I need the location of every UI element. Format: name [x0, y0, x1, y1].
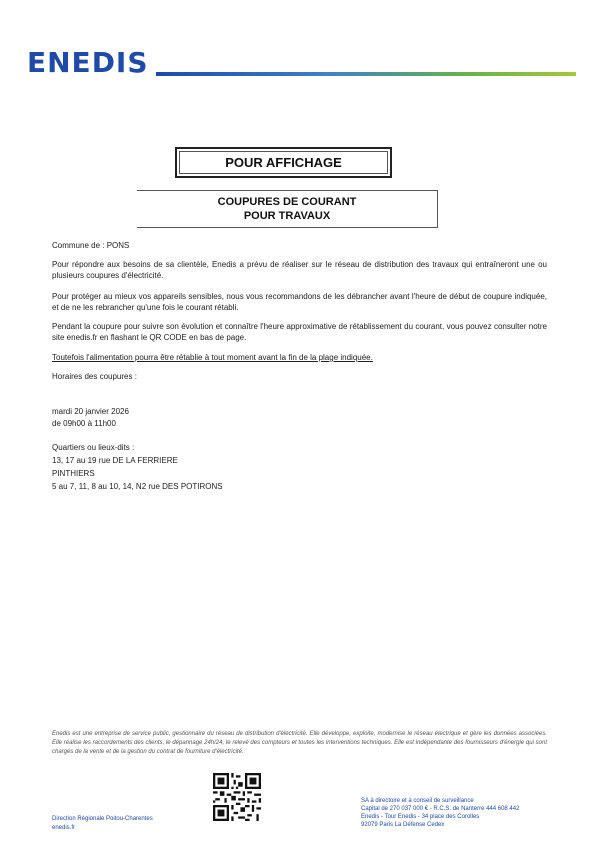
follow-paragraph: Pendant la coupure pour suivre son évolution et connaître l'heure approximative de rétablissement du courant, vous pouvez consulter notre site enedis.fr en flashant le QR CODE en bas de page. [52, 322, 547, 342]
subtitle-line-2: POUR TRAVAUX [243, 210, 331, 222]
commune-line: Commune de : PONS [52, 241, 130, 250]
footer-legal-line: 92079 Paris La Défense Cedex [361, 822, 445, 828]
coupures-subtitle-box [137, 190, 438, 228]
enedis-logo: ENEDIS [27, 46, 149, 79]
place-item: PINTHIERS [52, 469, 95, 478]
footer-website-link[interactable]: enedis.fr [52, 825, 76, 831]
place-item: 13, 17 au 19 rue DE LA FERRIERE [52, 456, 178, 465]
qr-code-icon [213, 773, 261, 821]
place-item: 5 au 7, 11, 8 au 10, 14, N2 rue DES POTIRONS [52, 482, 223, 491]
subtitle-line-1: COUPURES DE COURANT [217, 196, 357, 208]
footer-disclaimer: Enedis est une entreprise de service public, gestionnaire du réseau de distribution d'électricité. Elle développe, exploite, modernise le réseau électrique et gère les données associées. Elle réalise les raccordements des clients, le dépannage 24h/24, le relevé des compteurs et toutes les interventions techniques. Elle est indépendante des fournisseurs d'énergie qui sont chargés de la vente et de la gestion du contrat de fourniture d'électricité. [52, 731, 547, 755]
footer-legal-line: SA à directoire et à conseil de surveillance [361, 798, 474, 804]
footer-direction: Direction Régionale Poitou-Charentes [52, 816, 153, 822]
footer-legal-block [361, 797, 519, 829]
outage-date: mardi 20 janvier 2026 [52, 407, 129, 416]
advice-paragraph: Pour protéger au mieux vos appareils sensibles, nous vous recommandons de les débrancher avant l'heure de début de coupure indiquée, et de ne les rebrancher qu'une fois le courant rétabli. [52, 292, 547, 312]
hours-label: Horaires des coupures : [52, 372, 137, 381]
warning-line: Toutefois l'alimentation pourra être rétablie à tout moment avant la fin de la plage indiquée. [52, 353, 373, 362]
footer-left-block [52, 815, 153, 833]
header-gradient-line [156, 72, 576, 76]
outage-time: de 09h00 à 11h00 [52, 419, 116, 428]
footer-legal-line: Enedis - Tour Enedis - 34 place des Corolles [361, 814, 480, 820]
intro-paragraph: Pour répondre aux besoins de sa clientèle, Enedis a prévu de réaliser sur le réseau de distribution des travaux qui entraîneront une ou plusieurs coupures d'électricité. [52, 260, 547, 280]
pour-affichage-title: POUR AFFICHAGE [175, 147, 392, 178]
footer-legal-line: Capital de 270 037 000 € - R.C.S. de Nanterre 444 608 442 [361, 806, 520, 812]
places-label: Quartiers ou lieux-dits : [52, 443, 135, 452]
